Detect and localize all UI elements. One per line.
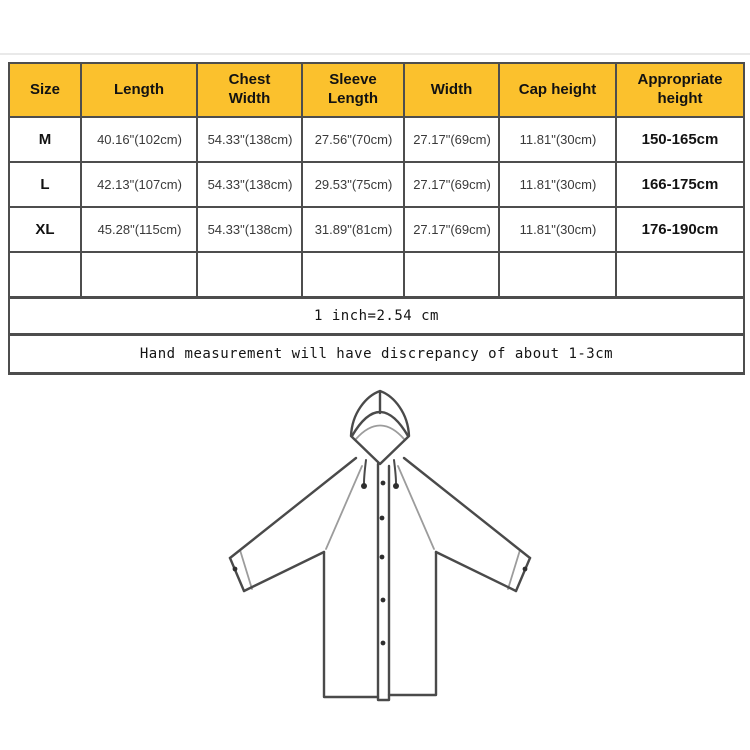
left-cuff-end: [230, 558, 244, 591]
chest-width-value: 54.33"(138cm): [197, 162, 302, 207]
hood-brim-arc: [352, 412, 408, 436]
placket-button: [381, 641, 386, 646]
length-value: 45.28"(115cm): [81, 207, 197, 252]
appropriate-height-value: 150-165cm: [616, 117, 744, 162]
cap-height-value: 11.81"(30cm): [499, 207, 616, 252]
placket-button: [380, 516, 385, 521]
size-chart-table: [8, 62, 745, 375]
col-header-chest-width: Chest Width: [197, 63, 302, 117]
note-row-discrepancy: [9, 335, 744, 374]
size-value: XL: [9, 207, 81, 252]
left-drawstring-tip: [361, 483, 367, 489]
right-body-edge: [389, 552, 436, 695]
button-placket: [378, 464, 389, 700]
cap-height-value: 11.81"(30cm): [499, 162, 616, 207]
width-value: 27.17"(69cm): [404, 207, 499, 252]
placket-button: [381, 598, 386, 603]
header-row: [9, 63, 744, 117]
size-value: L: [9, 162, 81, 207]
width-value: 27.17"(69cm): [404, 162, 499, 207]
raincoat-seams: [240, 426, 520, 590]
left-body-edge: [324, 552, 378, 697]
col-header-size: Size: [9, 63, 81, 117]
appropriate-height-value: 166-175cm: [616, 162, 744, 207]
cap-height-value: 11.81"(30cm): [499, 117, 616, 162]
placket-button: [381, 481, 386, 486]
divider-line: [0, 53, 750, 55]
raincoat-line-drawing-svg: [220, 385, 540, 705]
empty-cell: [499, 252, 616, 298]
empty-cell: [9, 252, 81, 298]
sleeve-length-value: 27.56"(70cm): [302, 117, 404, 162]
empty-cell: [404, 252, 499, 298]
size-value: M: [9, 117, 81, 162]
left-sleeve-top: [230, 458, 356, 558]
raincoat-outline: [230, 391, 530, 700]
chest-width-value: 54.33"(138cm): [197, 117, 302, 162]
sleeve-length-value: 29.53"(75cm): [302, 162, 404, 207]
width-value: 27.17"(69cm): [404, 117, 499, 162]
size-row-m: [9, 117, 744, 162]
length-value: 42.13"(107cm): [81, 162, 197, 207]
placket-button: [380, 555, 385, 560]
appropriate-height-value: 176-190cm: [616, 207, 744, 252]
col-header-width: Width: [404, 63, 499, 117]
raincoat-diagram: [220, 385, 540, 705]
raincoat-buttons: [233, 481, 528, 646]
right-drawstring: [394, 460, 396, 483]
length-value: 40.16"(102cm): [81, 117, 197, 162]
note-row-inch: [9, 298, 744, 335]
empty-cell: [197, 252, 302, 298]
left-sleeve-bottom: [244, 552, 324, 591]
sleeve-length-value: 31.89"(81cm): [302, 207, 404, 252]
inch-conversion-note: 1 inch=2.54 cm: [9, 298, 744, 335]
empty-cell: [616, 252, 744, 298]
chest-width-value: 54.33"(138cm): [197, 207, 302, 252]
measurement-discrepancy-note: Hand measurement will have discrepancy of about 1-3cm: [9, 335, 744, 374]
size-chart: [8, 62, 743, 375]
right-sleeve-top: [404, 458, 530, 558]
right-cuff-button: [523, 567, 528, 572]
size-row-l: [9, 162, 744, 207]
empty-row: [9, 252, 744, 298]
right-cuff-end: [516, 558, 530, 591]
left-cuff-button: [233, 567, 238, 572]
col-header-length: Length: [81, 63, 197, 117]
right-drawstring-tip: [393, 483, 399, 489]
col-header-sleeve-length: Sleeve Length: [302, 63, 404, 117]
left-drawstring: [364, 460, 366, 483]
right-sleeve-bottom: [436, 552, 516, 591]
empty-cell: [81, 252, 197, 298]
size-row-xl: [9, 207, 744, 252]
col-header-cap-height: Cap height: [499, 63, 616, 117]
empty-cell: [302, 252, 404, 298]
col-header-appropriate-height: Appropriate height: [616, 63, 744, 117]
